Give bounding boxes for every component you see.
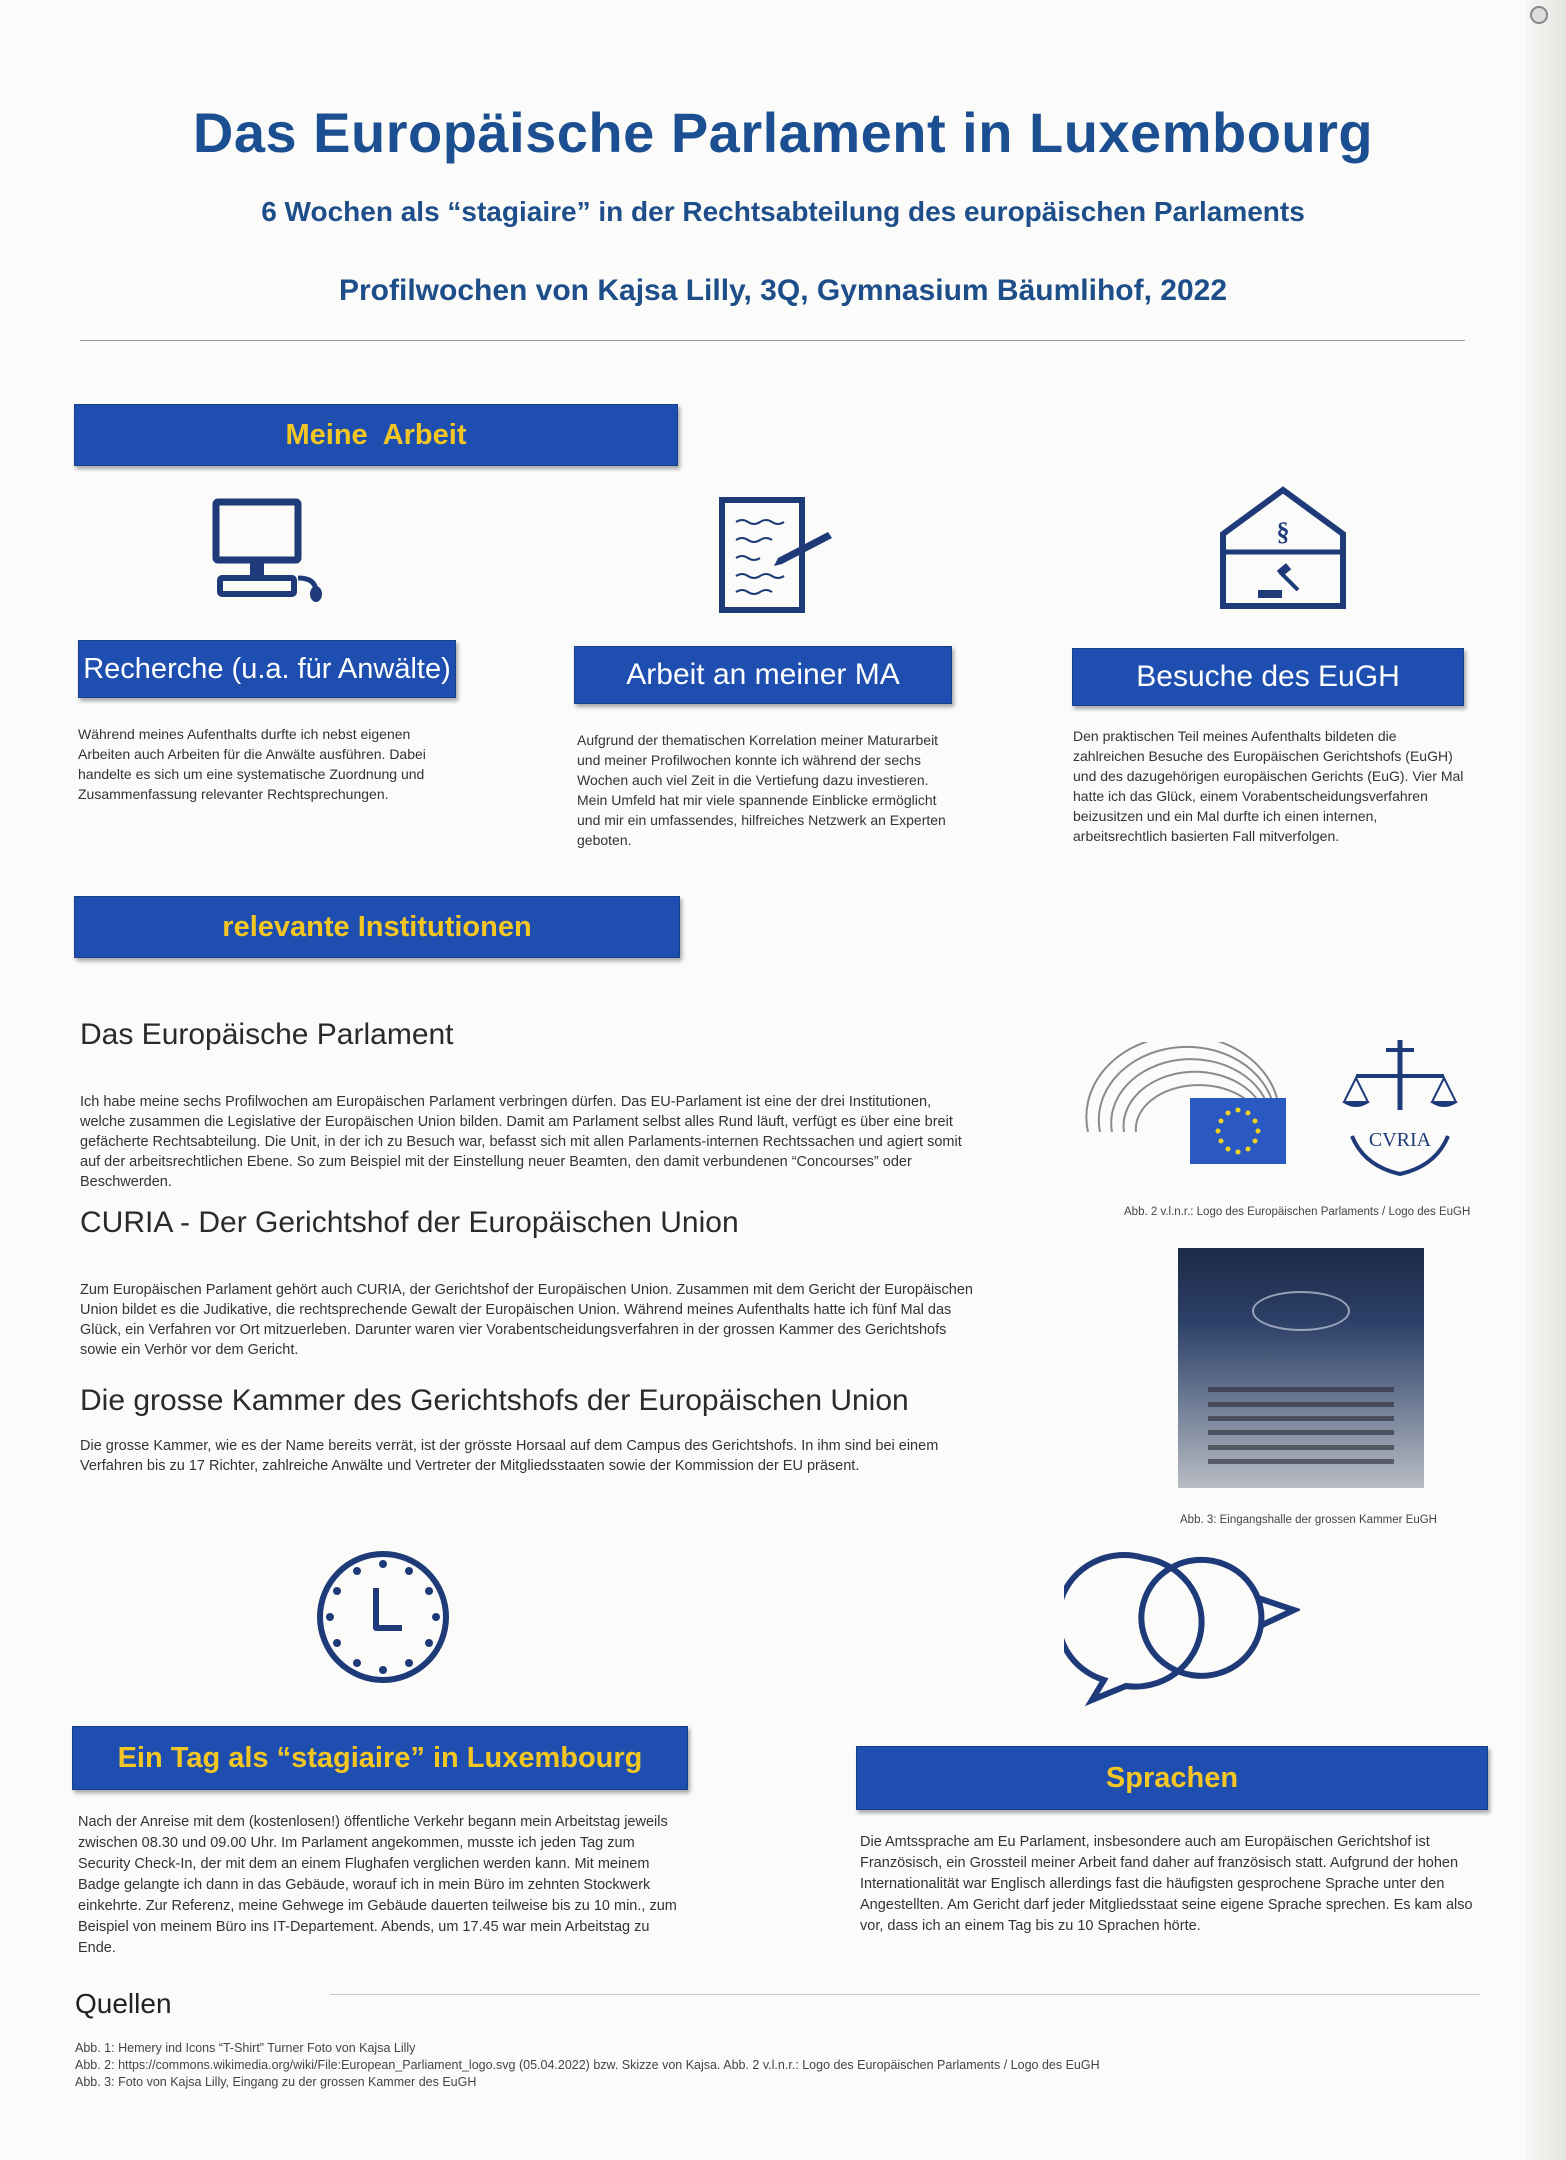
ma-text: Aufgrund der thematischen Korrelation meiner Maturarbeit und meiner Profilwochen konnte ich während der sechs Wochen auch viel Zeit in die Vertiefung dazu investieren. Mein Umfeld hat mir viele spannende Einblicke ermöglicht und mir ein umfassendes, hilfreiches Netzwerk an Experten geboten.	[577, 732, 946, 848]
ein-tag-banner	[72, 1726, 688, 1790]
source-item: Abb. 1: Hemery ind Icons “T-Shirt” Turner Foto von Kajsa Lilly	[75, 2041, 416, 2055]
eugh-banner	[1072, 648, 1464, 706]
meine-arbeit-label: Meine Arbeit	[285, 418, 467, 451]
parlament-text: Ich habe meine sechs Profilwochen am Europäischen Parlament verbringen dürfen. Das EU-Parlament ist eine der drei Institutionen, welche zusammen die Legislative der Europäischen Union bilden. Damit am Parlament selbst alles Rund läuft, verfügt es über eine breit gefächerte Rechtsabteilung. Die Unit, in der ich zu Besuch war, befasst sich mit allen Parlaments-internen Rechtssachen und agiert somit auf der arbeitsrechtlichen Ebene. So zum Beispiel mit der Einstellung neuer Beamten, den damit verbundenen “Concourses” oder Beschwerden.	[80, 1094, 962, 1190]
institutionen-banner	[74, 896, 680, 958]
sources-list	[75, 2040, 1100, 2091]
kammer-text: Die grosse Kammer, wie es der Name bereits verrät, ist der grösste Horsaal auf dem Campus des Gerichtshofs. In ihm sind bei einem Verfahren bis zu 17 Richter, zahlreiche Anwälte und Vertreter der Mitgliedsstaaten sowie der Kommission der EU präsent.	[80, 1438, 939, 1474]
sprachen-text: Die Amtssprache am Eu Parlament, insbesondere auch am Europäischen Gerichtshof ist Französisch, ein Grossteil meiner Arbeit fand daher auf französisch statt. Aufgrund der hohen Internationalität war Englisch allerdings fast die häufigsten gesprochene Sprache unter den Angestellten. Am Gericht darf jeder Mitgliedsstaat seine eigene Sprache sprechen. Es kam also vor, dass ich an einem Tag bis zu 10 Sprachen hörte.	[860, 1834, 1473, 1934]
logos-caption: Abb. 2 v.l.n.r.: Logo des Europäischen Parlaments / Logo des EuGH	[1124, 1206, 1471, 1218]
computer-icon	[206, 498, 326, 604]
poster-title: Das Europäische Parlament in Luxembourg	[192, 101, 1374, 164]
header-divider	[80, 340, 1465, 341]
source-item: Abb. 3: Foto von Kajsa Lilly, Eingang zu der grossen Kammer des EuGH	[75, 2075, 477, 2089]
photo-caption: Abb. 3: Eingangshalle der grossen Kammer EuGH	[1180, 1514, 1437, 1526]
ein-tag-label: Ein Tag als “stagiaire” in Luxembourg	[117, 1741, 643, 1774]
speech-bubbles-icon	[1064, 1548, 1300, 1706]
institutionen-label: relevante Institutionen	[222, 910, 532, 943]
grosse-kammer-photo	[1178, 1248, 1424, 1488]
paper-edge	[1526, 0, 1566, 2160]
eugh-text: Den praktischen Teil meines Aufenthalts bildeten die zahlreichen Besuche des Europäischen Gerichtshofs (EuGH) und des dazugehörigen europäischen Gerichts (EuG). Vier Mal hatte ich das Glück, einem Vorabentscheidungsverfahren beizusitzen und ein Mal durfte ich einen internen, arbeitsrechtlich basierten Fall mitverfolgen.	[1073, 728, 1464, 844]
ma-banner	[574, 646, 952, 704]
pin-icon	[1530, 6, 1548, 24]
meine-arbeit-banner	[74, 404, 678, 466]
source-item: Abb. 2: https://commons.wikimedia.org/wiki/File:European_Parliament_logo.svg (05.04.2022) bzw. Skizze von Kajsa. Abb. 2 v.l.n.r.: Logo des Europäischen Parlaments / Logo des EuGH	[75, 2058, 1100, 2072]
poster-subtitle: 6 Wochen als “stagiaire” in der Rechtsabteilung des europäischen Parlaments	[261, 196, 1305, 227]
kammer-heading: Die grosse Kammer des Gerichtshofs der Europäischen Union	[80, 1384, 909, 1417]
poster-author: Profilwochen von Kajsa Lilly, 3Q, Gymnasium Bäumlihof, 2022	[338, 274, 1228, 307]
sprachen-banner	[856, 1746, 1488, 1810]
curia-logo	[1334, 1036, 1466, 1180]
recherche-title: Recherche (u.a. für Anwälte)	[83, 652, 451, 685]
curia-text: Zum Europäischen Parlament gehört auch CURIA, der Gerichtshof der Europäischen Union. Zusammen mit dem Gericht der Europäischen Union bildet es die Judikative, die rechtsprechende Gewalt der Europäischen Union. Während meines Aufenthalts hatte ich fünf Mal das Glück, ein Verfahren vor Ort mitzuerleben. Darunter waren vier Vorabentscheidungsverfahren in der grossen Kammer des Gerichtshofs sowie ein Verhör vor dem Gericht.	[80, 1282, 973, 1358]
curia-logo-text: CVRIA	[1368, 1129, 1432, 1151]
sources-divider	[330, 1994, 1480, 1995]
clock-icon	[314, 1548, 452, 1686]
recherche-banner	[78, 640, 456, 698]
recherche-text: Während meines Aufenthalts durfte ich nebst eigenen Arbeiten auch Arbeiten für die Anwälte ausführen. Dabei handelte es sich um eine systematische Zuordnung und Zusammenfassung relevanter Rechtsprechungen.	[78, 726, 426, 802]
svg-text:§: §	[1276, 517, 1290, 546]
sprachen-label: Sprachen	[1105, 1761, 1239, 1794]
ma-title: Arbeit an meiner MA	[626, 658, 900, 691]
sources-heading: Quellen	[75, 1988, 172, 2019]
court-building-icon	[1218, 484, 1348, 612]
parlament-heading: Das Europäische Parlament	[80, 1018, 454, 1051]
eugh-title: Besuche des EuGH	[1136, 660, 1400, 693]
curia-heading: CURIA - Der Gerichtshof der Europäischen Union	[80, 1206, 739, 1239]
ein-tag-text: Nach der Anreise mit dem (kostenlosen!) öffentliche Verkehr begann mein Arbeitstag jeweils zwischen 08.30 und 09.00 Uhr. Im Parlament angekommen, musste ich jeden Tag zum Security Check-In, der mit dem an einem Flughafen verglichen werden kann. Mit meinem Badge gelangte ich dann in das Gebäude, worauf ich in mein Büro im zehnten Stockwerk einkehrte. Zur Referenz, meine Gehwege im Gebäude dauerten teilweise bis zu 10 min., zum Beispiel von meinem Büro ins IT-Departement. Abends, um 17.45 war mein Arbeitstag zu Ende.	[78, 1814, 677, 1956]
document-pen-icon	[716, 496, 836, 616]
eu-parliament-logo	[1078, 1042, 1292, 1172]
